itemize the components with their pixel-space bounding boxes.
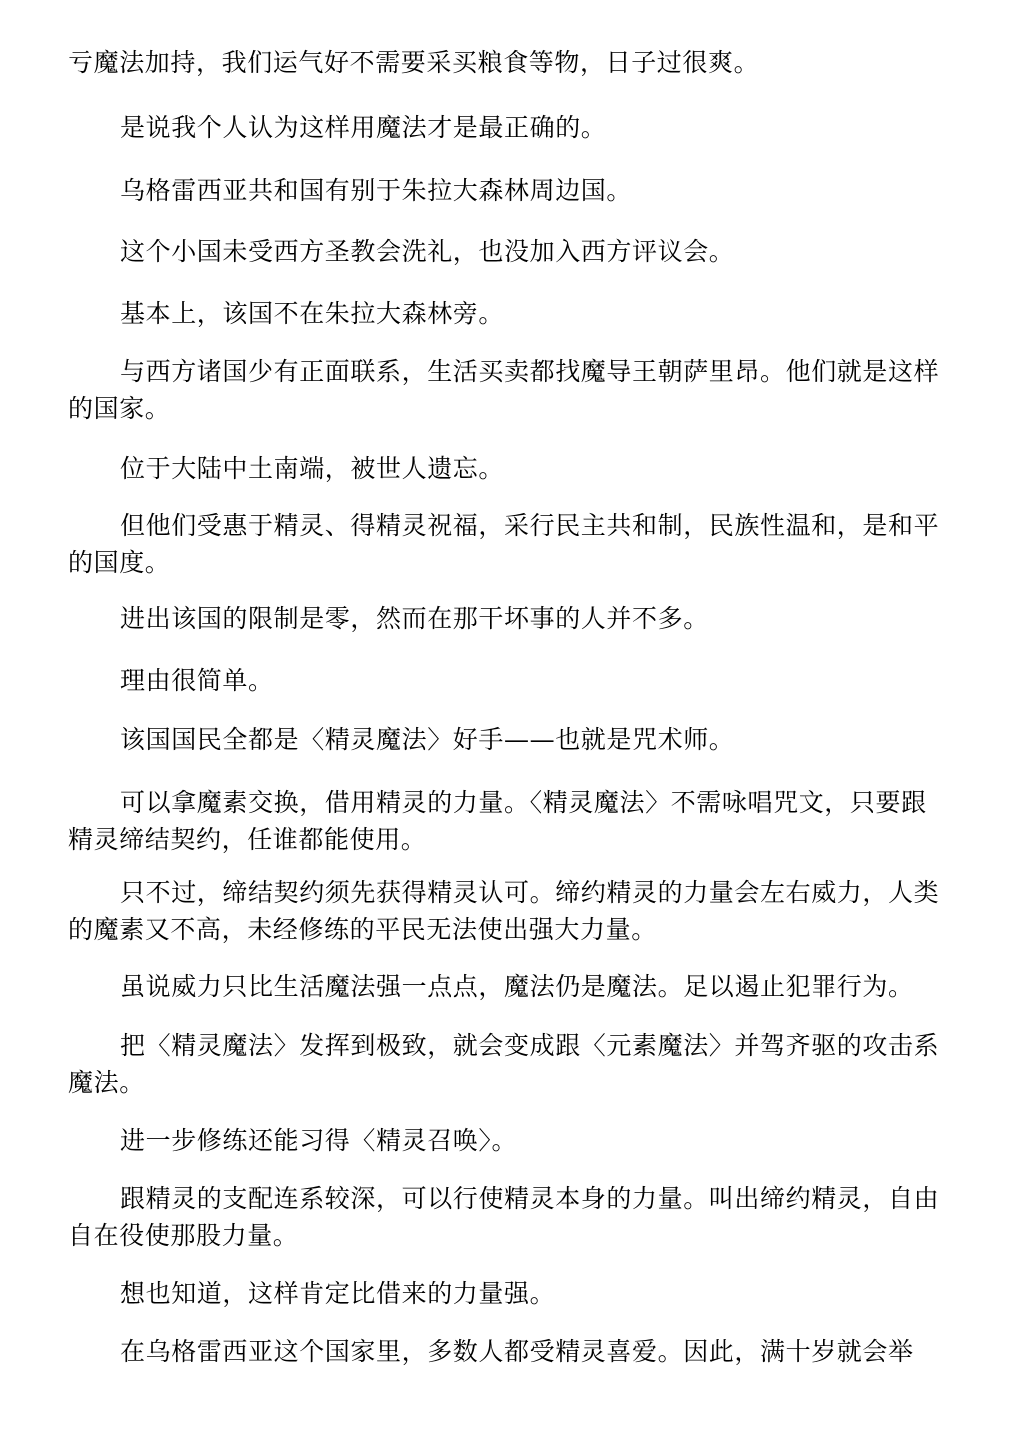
paragraph-2: 是说我个人认为这样用魔法才是最正确的。 <box>120 113 607 142</box>
paragraph-17: 跟精灵的支配连系较深，可以行使精灵本身的力量。叫出缔约精灵，自由自在役使那股力量。 <box>68 1184 940 1250</box>
paragraph-3: 乌格雷西亚共和国有别于朱拉大森林周边国。 <box>120 176 633 205</box>
paragraph-19: 在乌格雷西亚这个国家里，多数人都受精灵喜爱。因此，满十岁就会举 <box>120 1337 914 1366</box>
paragraph-15: 把〈精灵魔法〉发挥到极致，就会变成跟〈元素魔法〉并驾齐驱的攻击系魔法。 <box>68 1031 940 1097</box>
paragraph-14: 虽说威力只比生活魔法强一点点，魔法仍是魔法。足以遏止犯罪行为。 <box>120 972 914 1001</box>
paragraph-16: 进一步修练还能习得〈精灵召唤〉。 <box>120 1126 518 1155</box>
paragraph-7: 位于大陆中土南端，被世人遗忘。 <box>120 454 505 483</box>
paragraph-1: 亏魔法加持，我们运气好不需要采买粮食等物，日子过很爽。 <box>68 48 760 77</box>
paragraph-9: 进出该国的限制是零，然而在那干坏事的人并不多。 <box>120 604 709 633</box>
paragraph-4: 这个小国未受西方圣教会洗礼，也没加入西方评议会。 <box>120 237 735 266</box>
paragraph-18: 想也知道，这样肯定比借来的力量强。 <box>120 1279 556 1308</box>
paragraph-13: 只不过，缔结契约须先获得精灵认可。缔约精灵的力量会左右威力，人类的魔素又不高，未经修练的平民无法使出强大力量。 <box>68 878 940 944</box>
paragraph-11: 该国国民全都是〈精灵魔法〉好手——也就是咒术师。 <box>120 725 735 754</box>
paragraph-8: 但他们受惠于精灵、得精灵祝福，采行民主共和制，民族性温和，是和平的国度。 <box>68 511 940 577</box>
paragraph-12: 可以拿魔素交换，借用精灵的力量。〈精灵魔法〉不需咏唱咒文，只要跟精灵缔结契约，任谁都能使用。 <box>68 788 927 854</box>
paragraph-10: 理由很简单。 <box>120 666 274 695</box>
paragraph-6: 与西方诸国少有正面联系，生活买卖都找魔导王朝萨里昂。他们就是这样的国家。 <box>68 357 940 423</box>
paragraph-5: 基本上，该国不在朱拉大森林旁。 <box>120 299 505 328</box>
